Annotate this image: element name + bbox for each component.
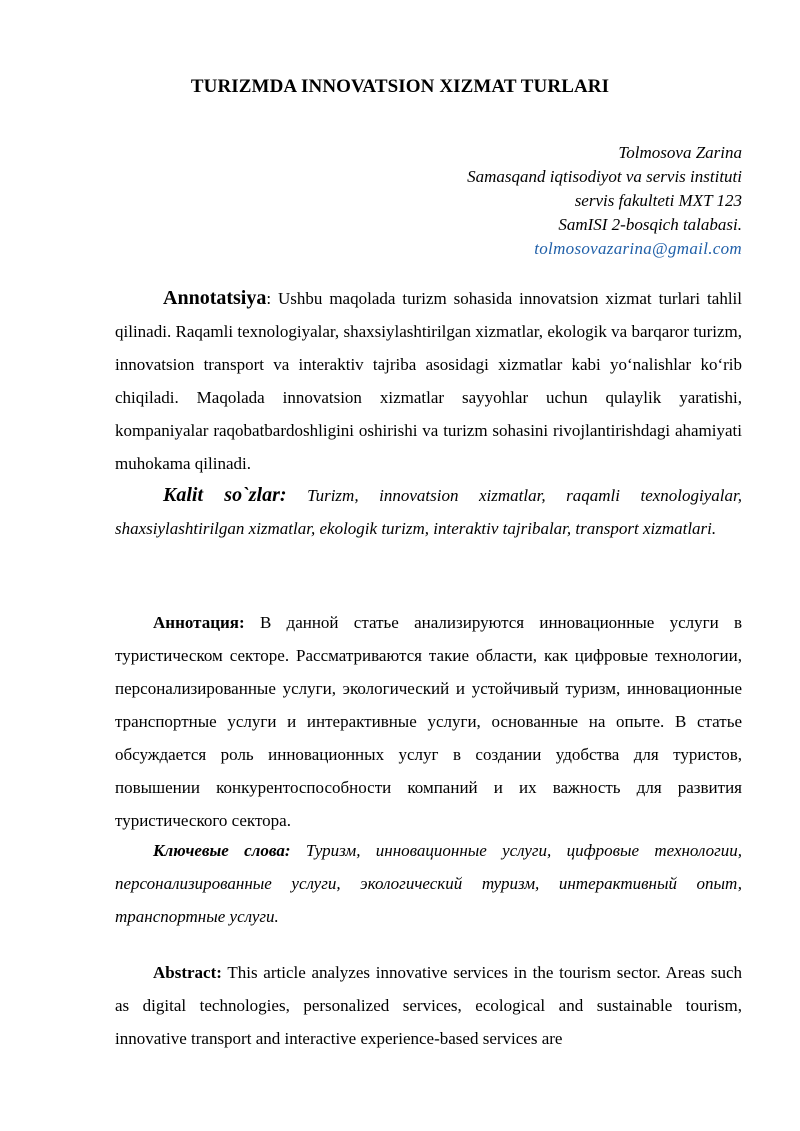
keywords-ru	[115, 834, 742, 933]
abstract-en-heading: Abstract:	[153, 963, 222, 982]
author-name: Tolmosova Zarina	[618, 143, 742, 162]
annotation-ru-text: В данной статье анализируются инновационные услуги в туристическом секторе. Рассматриваются такие области, как цифровые технологии, персонализированные услуги, экологический и устойчивый туризм, инновационные транспортные услуги и интерактивные услуги, основанные на опыте. В статье обсуждается роль инновационных услуг в создании удобства для туристов, повышении конкурентоспособности компаний и их важность для развития туристического сектора.	[115, 613, 743, 830]
abstract-en-text: This article analyzes innovative services in the tourism sector. Areas such as digital technologies, personalized services, ecological and sustainable tourism, innovative transport and interactive experience-based services are	[115, 963, 742, 1048]
author-faculty: servis fakulteti MXT 123	[574, 191, 742, 210]
keywords-uz-heading: Kalit so`zlar:	[163, 484, 287, 506]
annotation-uz-heading: Annotatsiya	[163, 287, 267, 309]
annotation-uz-text: : Ushbu maqolada turizm sohasida innovatsion xizmat turlari tahlil qilinadi. Raqamli texnologiyalar, shaxsiylashtirilgan xizmatlar, ekologik va barqaror turizm, innovatsion transport va interaktiv tajriba asosidagi xizmatlar kabi yo‘nalishlar ko‘rib chiqiladi. Maqolada innovatsion xizmatlar sayyohlar uchun qulaylik yaratishi, kompaniyalar raqobatbardoshligini oshirishi va turizm sohasini rivojlantirishdagi ahamiyati muhokama qilinadi.	[115, 289, 742, 473]
abstract-en	[115, 956, 742, 1055]
author-institute: Samasqand iqtisodiyot va servis instituti	[467, 167, 742, 186]
keywords-ru-text: Туризм, инновационные услуги, цифровые технологии, персонализированные услуги, экологический туризм, интерактивный опыт, транспортные услуги.	[115, 841, 742, 926]
annotation-uz	[115, 282, 742, 480]
annotation-ru-heading: Аннотация:	[153, 613, 245, 632]
author-info	[242, 141, 742, 261]
keywords-ru-heading: Ключевые слова:	[153, 841, 291, 860]
keywords-uz	[115, 479, 742, 545]
annotation-ru	[115, 606, 742, 837]
author-email-link[interactable]: tolmosovazarina@gmail.com	[534, 239, 742, 258]
author-status: SamISI 2-bosqich talabasi.	[558, 215, 742, 234]
keywords-uz-text: Turizm, innovatsion xizmatlar, raqamli texnologiyalar, shaxsiylashtirilgan xizmatlar, ekologik turizm, interaktiv tajribalar, transport xizmatlari.	[115, 486, 742, 538]
article-title: TURIZMDA INNOVATSION XIZMAT TURLARI	[190, 76, 610, 97]
